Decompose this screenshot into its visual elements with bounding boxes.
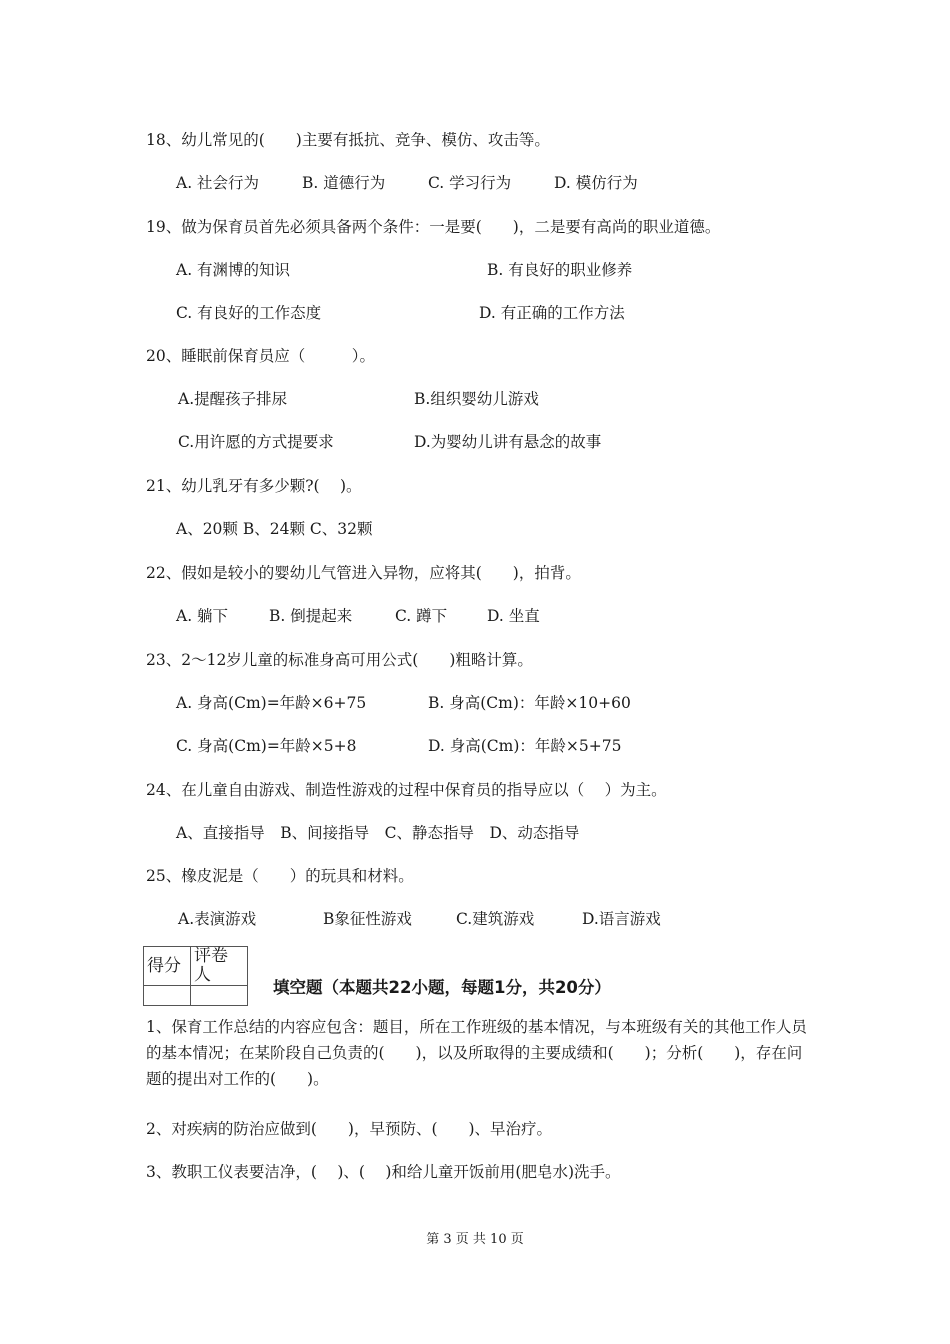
score-box (143, 946, 248, 1006)
question-19-option-d: D. 有正确的工作方法 (479, 304, 625, 322)
option-c: C. 蹲下 (395, 607, 448, 625)
option-d: D.语言游戏 (582, 910, 661, 928)
grader-cell (191, 986, 248, 1006)
question-23-option-b: B. 身高(Cm)：年龄×10+60 (428, 694, 631, 712)
question-20-stem: 20、睡眠前保育员应（ ）。 (146, 347, 375, 365)
question-19-option-c: C. 有良好的工作态度 (176, 304, 322, 322)
question-21-stem: 21、幼儿乳牙有多少颗?( )。 (146, 477, 362, 495)
option-b: B. 道德行为 (302, 174, 386, 192)
option-d: D. 模仿行为 (554, 174, 638, 192)
page-footer: 第 3 页 共 10 页 (426, 1232, 524, 1247)
option-d: D. 坐直 (487, 607, 540, 625)
question-23-option-a: A. 身高(Cm)=年龄×6+75 (176, 694, 367, 712)
question-24-stem: 24、在儿童自由游戏、制造性游戏的过程中保育员的指导应以（ ）为主。 (146, 781, 667, 799)
question-22-stem: 22、假如是较小的婴幼儿气管进入异物，应将其( )，拍背。 (146, 564, 581, 582)
question-21-options: A、20颗 B、24颗 C、32颗 (176, 520, 373, 538)
question-23-option-c: C. 身高(Cm)=年龄×5+8 (176, 737, 357, 755)
section-title: 填空题（本题共22小题，每题1分，共20分） (273, 978, 611, 997)
question-19-stem: 19、做为保育员首先必须具备两个条件：一是要( )，二是要有高尚的职业道德。 (146, 218, 721, 236)
question-18-stem: 18、幼儿常见的( )主要有抵抗、竞争、模仿、攻击等。 (146, 131, 550, 149)
question-19-option-a: A. 有渊博的知识 (176, 261, 291, 279)
fill-question-2: 2、对疾病的防治应做到( )，早预防、( )、早治疗。 (146, 1120, 553, 1138)
option-a: A.表演游戏 (178, 910, 257, 928)
fill-question-1: 1、保育工作总结的内容应包含：题目，所在工作班级的基本情况，与本班级有关的其他工作人员的基本情况；在某阶段自己负责的( )，以及所取得的主要成绩和( )；分析( )，存在问题的提出对工作的( )。 (146, 1018, 807, 1088)
question-20-option-a: A.提醒孩子排尿 (178, 390, 288, 408)
score-cell (144, 986, 191, 1006)
option-a: A. 躺下 (176, 607, 229, 625)
question-25-stem: 25、橡皮泥是（ ）的玩具和材料。 (146, 867, 414, 885)
question-23-stem: 23、2～12岁儿童的标准身高可用公式( )粗略计算。 (146, 651, 533, 669)
question-20-option-d: D.为婴幼儿讲有悬念的故事 (414, 433, 602, 451)
fill-question-3: 3、教职工仪表要洁净，( )、( )和给儿童开饭前用(肥皂水)洗手。 (146, 1163, 621, 1181)
option-a: A. 社会行为 (176, 174, 260, 192)
option-c: C. 学习行为 (428, 174, 512, 192)
option-c: C.建筑游戏 (456, 910, 535, 928)
question-19-option-b: B. 有良好的职业修养 (487, 261, 633, 279)
question-20-option-c: C.用许愿的方式提要求 (178, 433, 334, 451)
question-24-options: A、直接指导 B、间接指导 C、静态指导 D、动态指导 (176, 824, 580, 842)
score-label: 得分 (144, 947, 191, 986)
option-b: B象征性游戏 (323, 910, 412, 928)
question-23-option-d: D. 身高(Cm)：年龄×5+75 (428, 737, 622, 755)
option-b: B. 倒提起来 (269, 607, 353, 625)
question-20-option-b: B.组织婴幼儿游戏 (414, 390, 539, 408)
grader-label: 评卷人 (191, 947, 248, 986)
